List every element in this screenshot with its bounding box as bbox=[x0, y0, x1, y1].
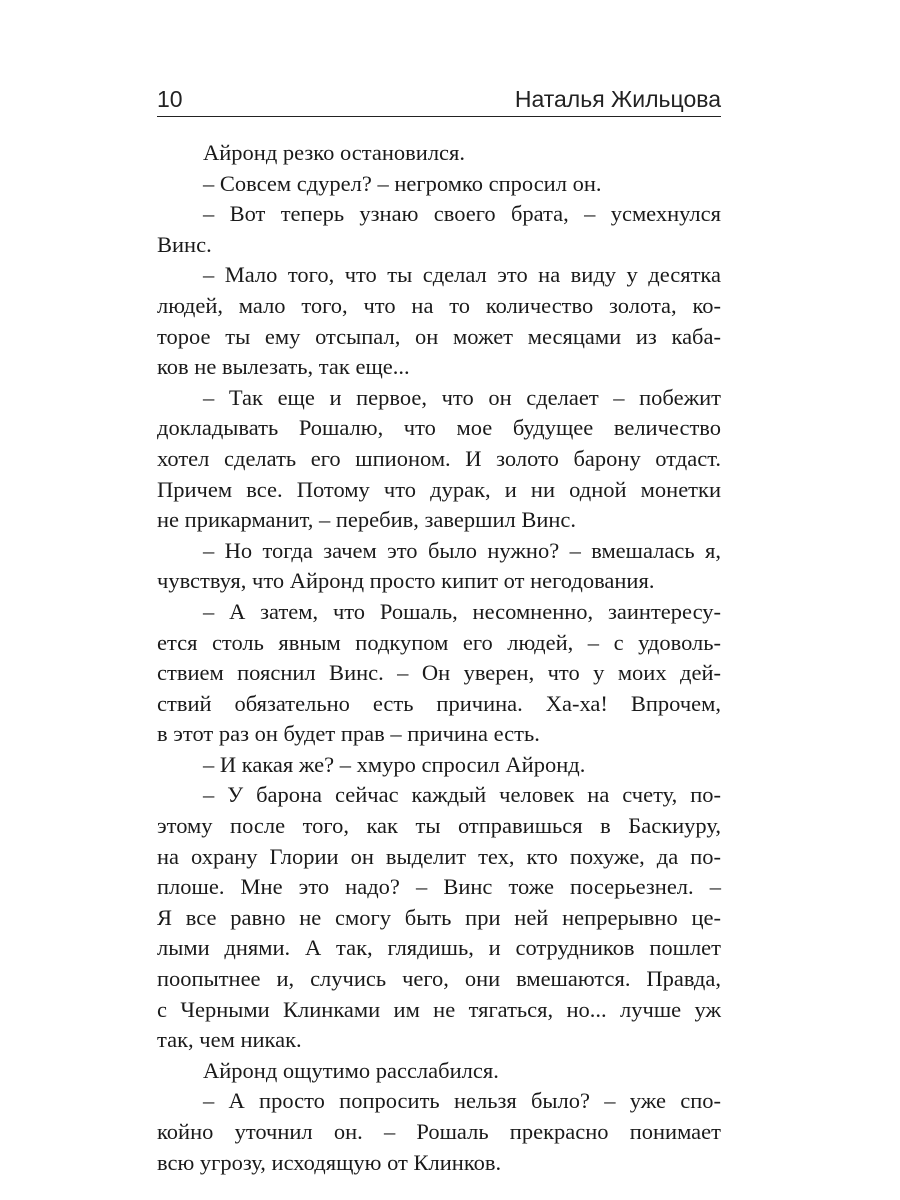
text-line: Я все равно не смогу быть при ней непрерывно це- bbox=[157, 904, 721, 930]
text-line: поопытнее и, случись чего, они вмешаются. Правда, bbox=[157, 966, 721, 992]
page-number: 10 bbox=[157, 86, 183, 112]
text-line: – А затем, что Рошаль, несомненно, заинтересу- bbox=[203, 598, 721, 624]
text-line: докладывать Рошалю, что мое будущее величество bbox=[157, 415, 721, 441]
text-line: Айронд ощутимо расслабился. bbox=[203, 1057, 499, 1083]
text-line: ствий обязательно есть причина. Ха-ха! Впрочем, bbox=[157, 690, 721, 716]
text-line: людей, мало того, что на то количество золота, ко- bbox=[157, 292, 721, 318]
text-line: койно уточнил он. – Рошаль прекрасно понимает bbox=[157, 1119, 721, 1144]
text-line: не прикарманит, – перебив, завершил Винс. bbox=[157, 507, 577, 533]
text-line: – И какая же? – хмуро спросил Айронд. bbox=[203, 751, 586, 777]
text-line: – Мало того, что ты сделал это на виду у десятка bbox=[203, 262, 721, 288]
text-line: так, чем никак. bbox=[157, 1027, 302, 1053]
text-line: – Так еще и первое, что он сделает – побежит bbox=[203, 384, 721, 410]
author-name: Наталья Жильцова bbox=[514, 86, 721, 112]
text-line: этому после того, как ты отправишься в Баскиуру, bbox=[157, 813, 721, 839]
running-header bbox=[157, 80, 721, 116]
text-line: хотел сделать его шпионом. И золото барону отдаст. bbox=[157, 445, 721, 471]
text-line: Винс. bbox=[157, 231, 212, 257]
text-line: – У барона сейчас каждый человек на счету, по- bbox=[203, 782, 721, 808]
body-text bbox=[157, 138, 721, 1178]
text-line: чувствуя, что Айронд просто кипит от негодования. bbox=[157, 568, 655, 594]
text-line: на охрану Глории он выделит тех, кто похуже, да по- bbox=[157, 843, 721, 869]
text-line: всю угрозу, исходящую от Клинков. bbox=[157, 1149, 502, 1175]
text-line: с Черными Клинками им не тягаться, но... лучше уж bbox=[157, 996, 721, 1022]
text-line: ствием пояснил Винс. – Он уверен, что у моих дей- bbox=[157, 660, 721, 686]
text-line: – Вот теперь узнаю своего брата, – усмехнулся bbox=[203, 201, 721, 227]
text-line: – Совсем сдурел? – негромко спросил он. bbox=[203, 170, 602, 196]
text-line: плоше. Мне это надо? – Винс тоже посерьезнел. – bbox=[157, 874, 721, 900]
text-line: в этот раз он будет прав – причина есть. bbox=[157, 721, 540, 747]
text-line: Причем все. Потому что дурак, и ни одной монетки bbox=[157, 476, 721, 502]
text-line: – А просто попросить нельзя было? – уже спо- bbox=[203, 1088, 721, 1114]
text-line: торое ты ему отсыпал, он может месяцами из каба- bbox=[157, 323, 721, 349]
text-line: ется столь явным подкупом его людей, – с удоволь- bbox=[157, 629, 721, 655]
header-rule bbox=[157, 116, 721, 117]
text-line: – Но тогда зачем это было нужно? – вмешалась я, bbox=[203, 537, 721, 563]
text-line: ков не вылезать, так еще... bbox=[157, 354, 410, 380]
text-line: Айронд резко остановился. bbox=[203, 140, 466, 165]
text-line: лыми днями. А так, глядишь, и сотрудников пошлет bbox=[157, 935, 721, 961]
